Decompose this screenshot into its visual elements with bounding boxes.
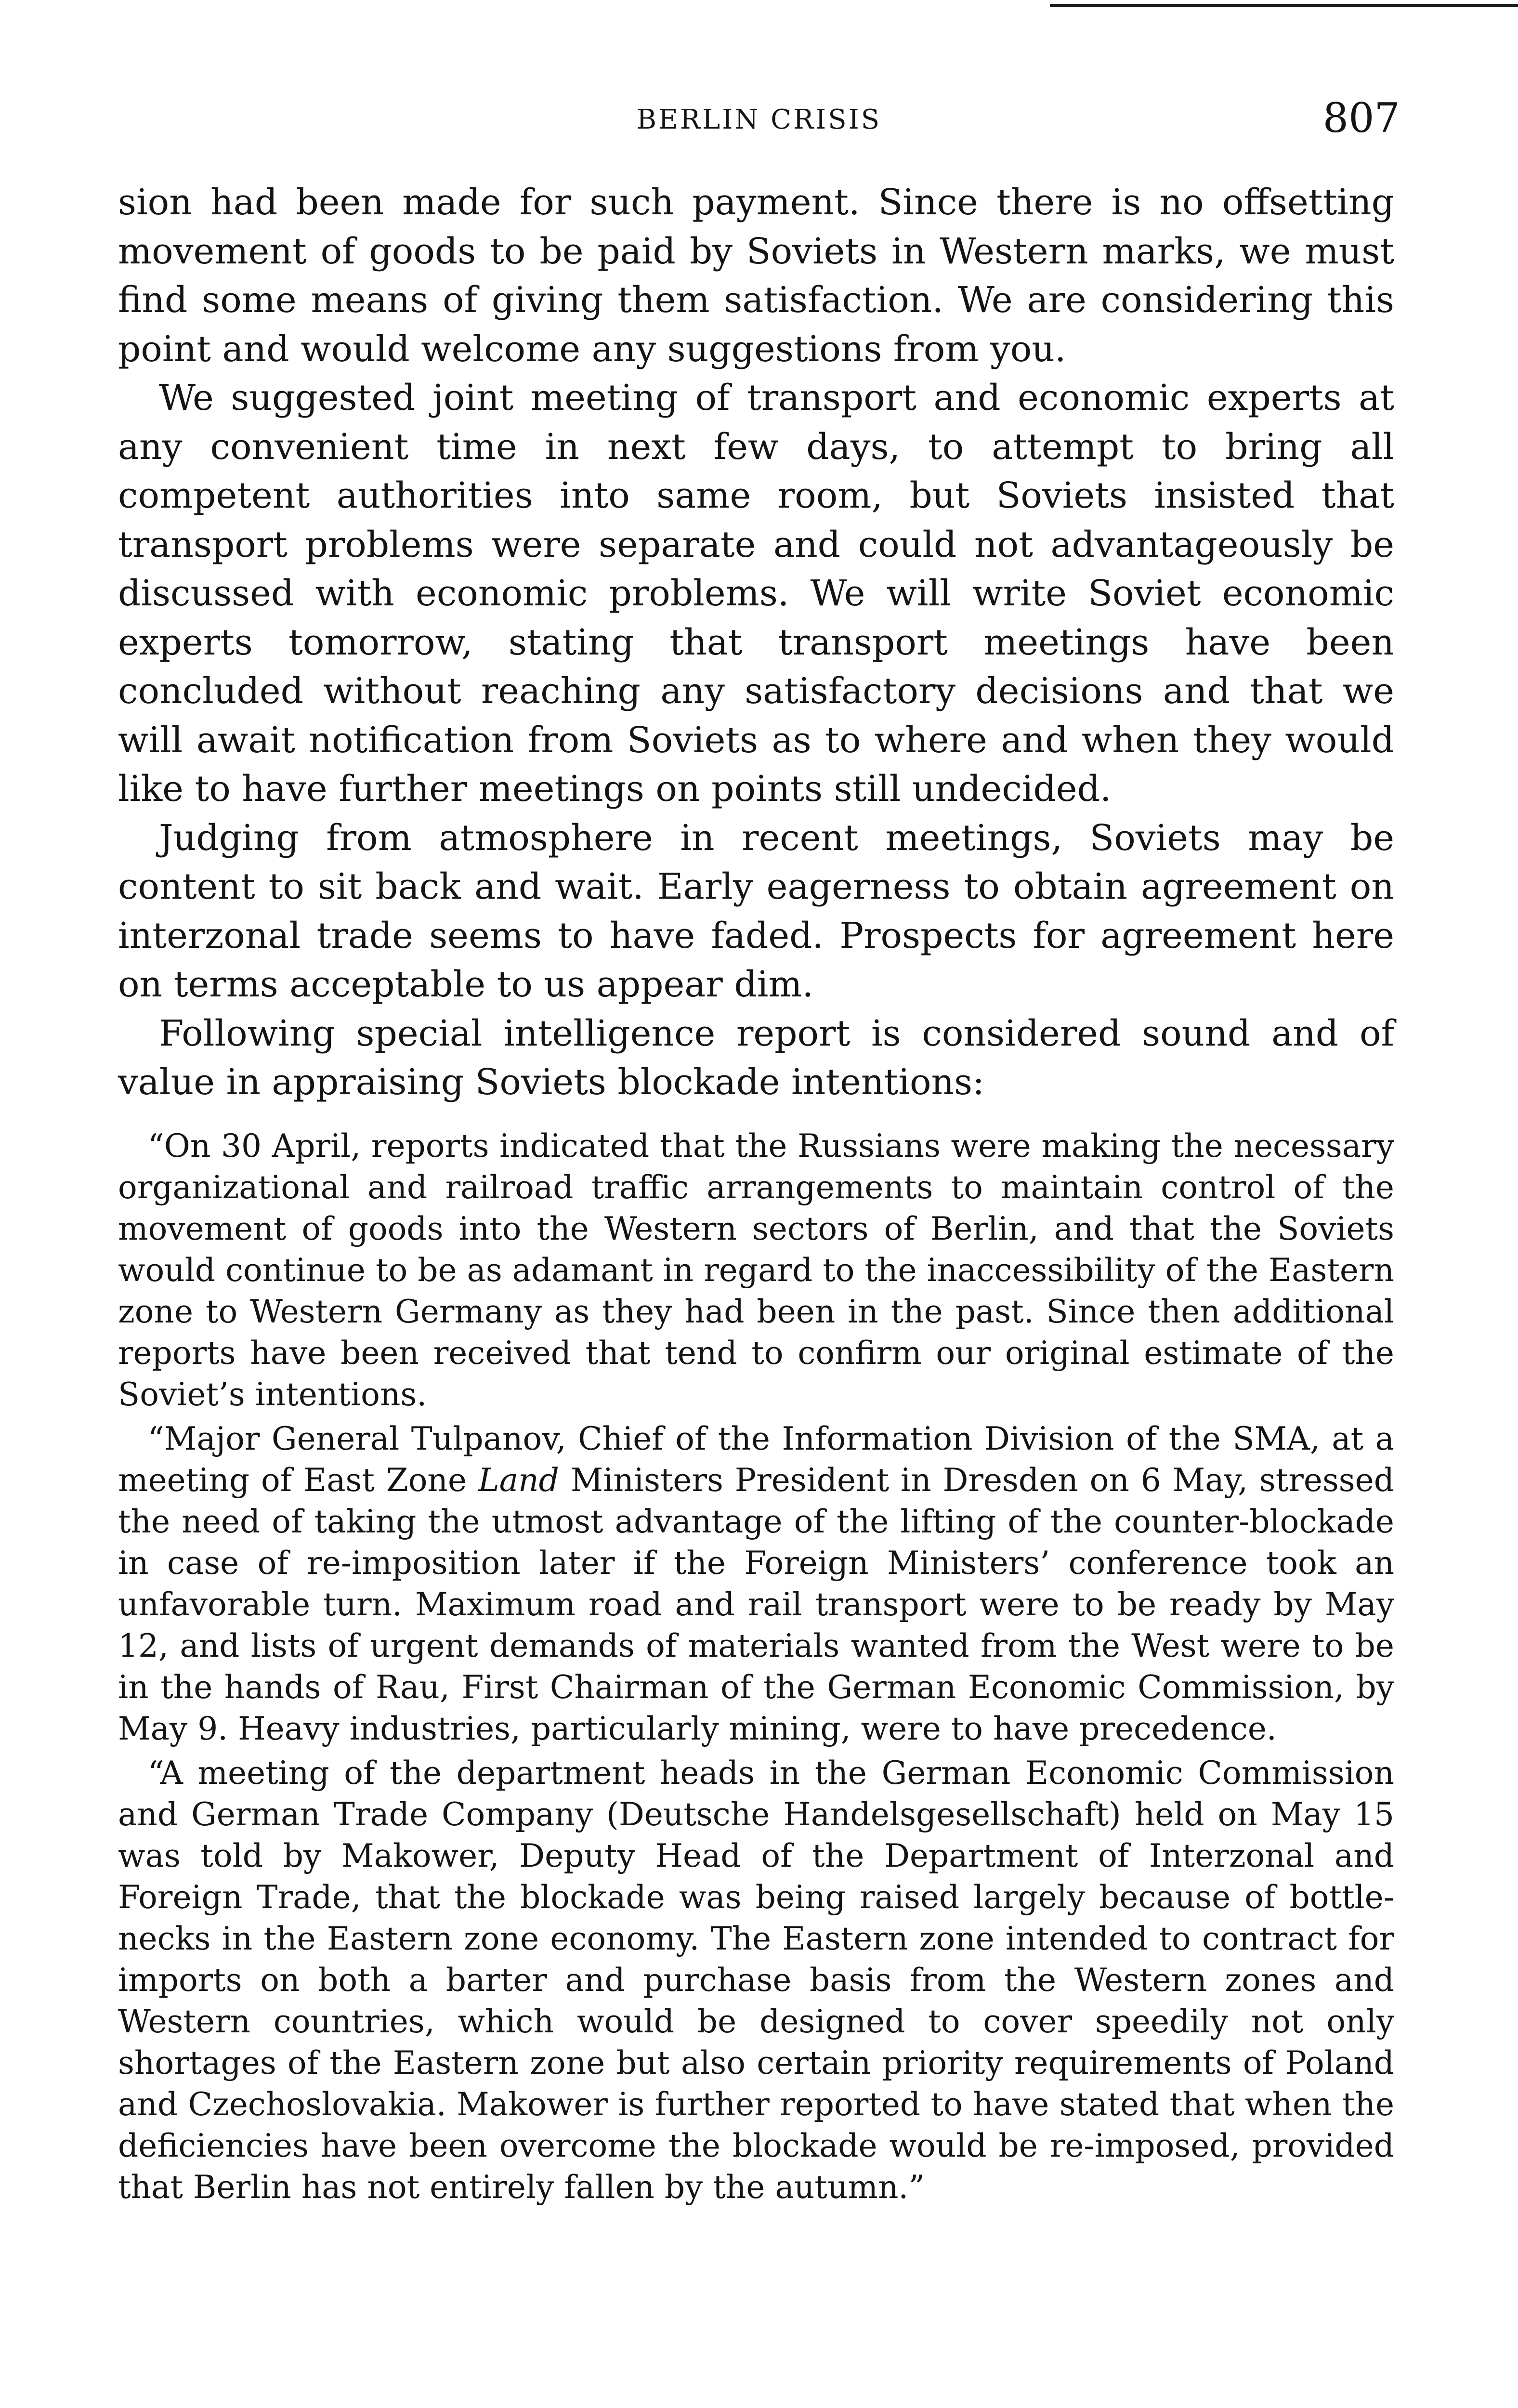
quote-paragraph: “On 30 April, reports indicated that the Russians were making the necessary organizational and railroad traffic arrangements to maintain control of the movement of goods into the Western sectors of Berlin, and that the Soviets would continue to be as adamant in regard to the inaccessibility of the Eastern zone to Western Germany as they had been in the past. Since then additional reports have been received that tend to confirm our original estimate of the Soviet’s intentions. xyxy=(118,1127,1394,1413)
quote-paragraph: “A meeting of the department heads in the German Economic Commission and German Trade Company (Deutsche Handelsgesellschaft) held on May 15 was told by Makower, Deputy Head of the Department of Interzonal and Foreign Trade, that the blockade was being raised largely because of bottle-necks in the Eastern zone economy. The Eastern zone intended to contract for imports on both a barter and purchase basis from the Western zones and Western countries, which would be designed to cover speedily not only shortages of the Eastern zone but also certain priority requirements of Poland and Czechoslovakia. Makower is further reported to have stated that when the deficiencies have been overcome the blockade would be re-imposed, provided that Berlin has not entirely fallen by the autumn.” xyxy=(118,1754,1394,2206)
running-title: BERLIN CRISIS xyxy=(636,104,882,135)
quote-text: “Major General Tulpanov, Chief of the Information Division of the SMA, at a meeting of East Zone xyxy=(118,1420,1394,1499)
paragraph: Judging from atmosphere in recent meetings, Soviets may be content to sit back and wait. Early eagerness to obtain agreement on interzonal trade seems to have faded. Prospects for agreement here on terms acceptable to us appear dim. xyxy=(118,817,1394,1005)
top-edge-rule xyxy=(1050,4,1518,7)
quote-paragraph xyxy=(118,1418,1394,1750)
body-text xyxy=(118,178,1394,2208)
quote-text: Ministers President in Dresden on 6 May, stressed the need of taking the utmost advantage of the lifting of the counter-blockade in case of re-imposition later if the Foreign Ministers’ conference took an unfavorable turn. Maximum road and rail transport were to be ready by May 12, and lists of urgent demands of materials wanted from the West were to be in the hands of Rau, First Chairman of the German Economic Commission, by May 9. Heavy industries, particularly mining, were to have precedence. xyxy=(118,1461,1394,1747)
intelligence-report-quote xyxy=(118,1125,1394,2208)
page-number: 807 xyxy=(1322,94,1400,142)
paragraph-continued: sion had been made for such payment. Since there is no offsetting movement of goods to be paid by Soviets in Western marks, we must find some means of giving them satisfaction. We are considering this point and would welcome any suggestions from you. xyxy=(118,182,1394,370)
paragraph: Following special intelligence report is considered sound and of value in appraising Soviets blockade intentions: xyxy=(118,1012,1394,1103)
paragraph: We suggested joint meeting of transport and economic experts at any convenient time in next few days, to attempt to bring all competent authorities into same room, but Soviets insisted that transport problems were separate and could not advantageously be discussed with economic problems. We will write Soviet economic experts tomorrow, stating that transport meetings have been concluded without reaching any satisfactory decisions and that we will await notification from Soviets as to where and when they would like to have further meetings on points still undecided. xyxy=(118,377,1394,810)
running-head xyxy=(0,96,1518,140)
italic-term: Land xyxy=(478,1461,559,1499)
